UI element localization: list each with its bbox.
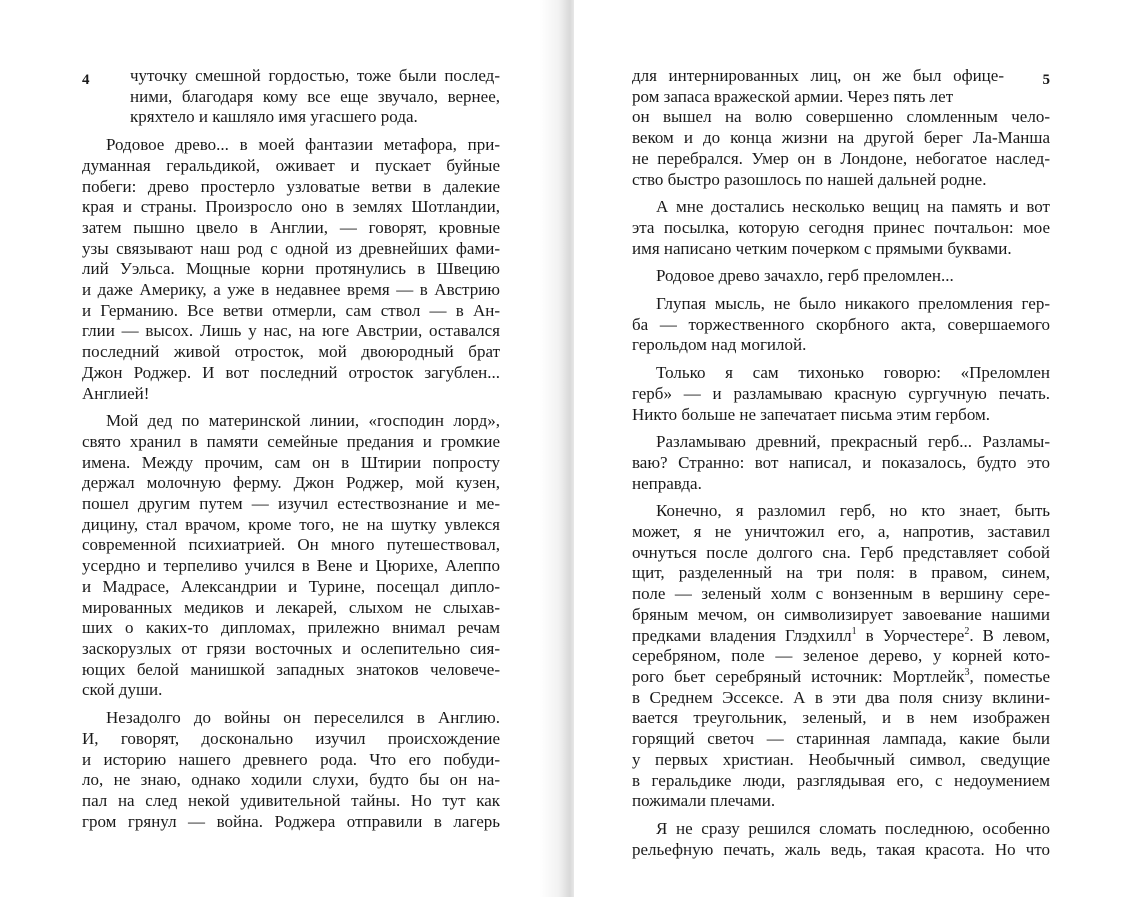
- text-line: он вышел на волю совершенно сломленным чело-: [632, 107, 1050, 127]
- text-line: ними, благодаря кому все еще звучало, вернее,: [130, 86, 500, 106]
- footnote-marker[interactable]: 1: [851, 625, 857, 637]
- text-line: последний живой отросток, мой двоюродный брат: [82, 342, 500, 362]
- text-line: лий Уэльса. Мощные корни протянулись в Швецию: [82, 259, 500, 279]
- text-line: глии — высох. Лишь у нас, на юге Австрии, оставался: [82, 321, 500, 341]
- text-line: и Германию. Все ветви отмерли, сам ствол — в Ан-: [82, 300, 500, 320]
- text-line: поле — зеленый холм с вонзенным в вершину сере-: [632, 584, 1050, 604]
- page-number-right: 5: [1042, 72, 1050, 88]
- text-line: Родовое древо зачахло, герб преломлен...: [656, 266, 954, 286]
- text-line: думанная геральдикой, оживает и пускает буйные: [82, 155, 500, 175]
- text-line: герольдом над могилой.: [632, 335, 807, 355]
- left-page: [82, 66, 500, 832]
- text-line: Джон Роджер. И вот последний отросток загублен...: [82, 362, 500, 382]
- text-line: Разламываю древний, прекрасный герб... Разламы-: [656, 432, 1050, 452]
- text-line: ской души.: [82, 680, 163, 700]
- text-line: в геральдике люди, разглядывая его, с недоумением: [632, 770, 1050, 790]
- text-line: ло, не знаю, однако ходили слухи, будто бы он на-: [82, 770, 500, 790]
- page-number-left: 4: [82, 72, 90, 88]
- text-line: Я не сразу решился сломать последнюю, особенно: [656, 818, 1050, 838]
- text-line: современной психиатрией. Он много путешествовал,: [82, 535, 500, 555]
- text-line: А мне достались несколько вещиц на память и вот: [656, 197, 1050, 217]
- text-line: ром запаса вражеской армии. Через пять лет: [632, 86, 954, 106]
- text-line: ших о каких-то дипломах, прилежно внимал речам: [82, 618, 500, 638]
- text-line: дицину, стал врачом, кроме того, не на шутку увлекся: [82, 514, 500, 534]
- text-line-footnoted: [632, 667, 1050, 688]
- text-line: ваю? Странно: вот написал, и показалось, будто это: [632, 452, 1050, 472]
- text-fragment: , поместье: [969, 666, 1050, 686]
- text-line: чуточку смешной гордостью, тоже были послед-: [130, 66, 500, 85]
- text-line: неправда.: [632, 473, 702, 493]
- text-line: заскорузлых от грязи восточных и ослепительно сия-: [82, 638, 500, 658]
- text-line: вается треугольник, зеленый, и в нем изображен: [632, 708, 1050, 728]
- text-line: края и страны. Произросло оно в землях Шотландии,: [82, 197, 500, 217]
- text-line: ство быстро разошлось по нашей дальней родне.: [632, 169, 987, 189]
- text-line: серебряном, поле — зеленое дерево, у корней кото-: [632, 646, 1050, 666]
- text-line: узы связывают наш род с одной из древнейших фами-: [82, 238, 500, 258]
- text-line: эта посылка, которую сегодня принес почтальон: мое: [632, 217, 1050, 237]
- text-line: имя написано четким почерком с прямыми буквами.: [632, 238, 1012, 258]
- book-gutter: [540, 0, 574, 897]
- text-line: Глупая мысль, не было никакого преломления гер-: [656, 294, 1050, 314]
- text-line: И, говорят, досконально изучил происхождение: [82, 728, 500, 748]
- text-line: свято хранил в памяти семейные предания и громкие: [82, 431, 500, 451]
- text-line: в Среднем Эссексе. А в эти два поля снизу вклини-: [632, 687, 1050, 707]
- text-fragment: в Уорчестере: [856, 625, 965, 645]
- text-line: пал на след некой удивительной тайны. Но тут как: [82, 790, 500, 810]
- text-line: бряным мечом, он символизирует завоевание нашими: [632, 604, 1050, 624]
- text-line: веком и до конца жизни на другой берег Ла-Манша: [632, 128, 1050, 148]
- text-line-footnoted: [632, 626, 1050, 647]
- text-line: Родовое древо... в моей фантазии метафора, при-: [106, 135, 500, 155]
- text-line: горящий светоч — старинная лампада, какие были: [632, 729, 1050, 749]
- text-line: герб» — и разламываю красную сургучную печать.: [632, 383, 1050, 403]
- text-line: щит, разделенный на три поля: в правом, синем,: [632, 563, 1050, 583]
- text-line: Никто больше не запечатает письма этим гербом.: [632, 404, 991, 424]
- text-line: Конечно, я разломил герб, но кто знает, быть: [656, 501, 1050, 521]
- text-line: и историю нашего древнего рода. Что его побуди-: [82, 749, 500, 769]
- text-line: усердно и терпеливо учился в Вене и Цюрихе, Алеппо: [82, 556, 500, 576]
- text-line: для интернированных лиц, он же был офице-: [632, 66, 1004, 85]
- footnote-marker[interactable]: 2: [964, 625, 970, 637]
- text-line: может, я не уничтожил его, а, напротив, заставил: [632, 522, 1050, 542]
- text-fragment: рого бьет серебряный источник: Мортлейк: [632, 666, 965, 686]
- text-line: рельефную печать, жаль ведь, такая красота. Но что: [632, 839, 1050, 859]
- text-line: побеги: древо простерло узловатые ветви в далекие: [82, 176, 500, 196]
- text-line: ба — торжественного скорбного акта, совершаемого: [632, 314, 1050, 334]
- text-line: затем пышно цвело в Англии, — говорят, кровные: [82, 217, 500, 237]
- footnote-marker[interactable]: 3: [964, 666, 970, 678]
- text-fragment: . В левом,: [969, 625, 1050, 645]
- text-line: держал молочную ферму. Джон Роджер, мой кузен,: [82, 473, 500, 493]
- text-line: Только я сам тихонько говорю: «Преломлен: [656, 363, 1050, 383]
- text-line: мированных медиков и лекарей, слыхом не слыхав-: [82, 597, 500, 617]
- text-line: и Мадрасе, Александрии и Турине, посещал дипло-: [82, 576, 500, 596]
- text-line: имена. Между прочим, сам он в Штирии попросту: [82, 452, 500, 472]
- text-line: ющих белой манишкой западных знатоков человече-: [82, 659, 500, 679]
- text-line: пожимали плечами.: [632, 791, 776, 811]
- text-line: Незадолго до войны он переселился в Англию.: [106, 708, 500, 728]
- text-line: очнуться после долгого сна. Герб представляет собой: [632, 542, 1050, 562]
- text-line: гром грянул — война. Роджера отправили в лагерь: [82, 811, 500, 831]
- text-line: у первых христиан. Необычный символ, сведущие: [632, 749, 1050, 769]
- text-fragment: предками владения Глэдхилл: [632, 625, 852, 645]
- text-line: не перебрался. Умер он в Лондоне, небогатое наслед-: [632, 148, 1050, 168]
- text-line: и даже Америку, а уже в недавнее время — в Австрию: [82, 280, 500, 300]
- text-line: кряхтело и кашляло имя угасшего рода.: [130, 107, 418, 127]
- right-page: [632, 66, 1050, 860]
- text-line: пошел другим путем — изучил естествознание и ме-: [82, 494, 500, 514]
- text-line: Мой дед по материнской линии, «господин лорд»,: [106, 411, 500, 431]
- text-line: Англией!: [82, 383, 150, 403]
